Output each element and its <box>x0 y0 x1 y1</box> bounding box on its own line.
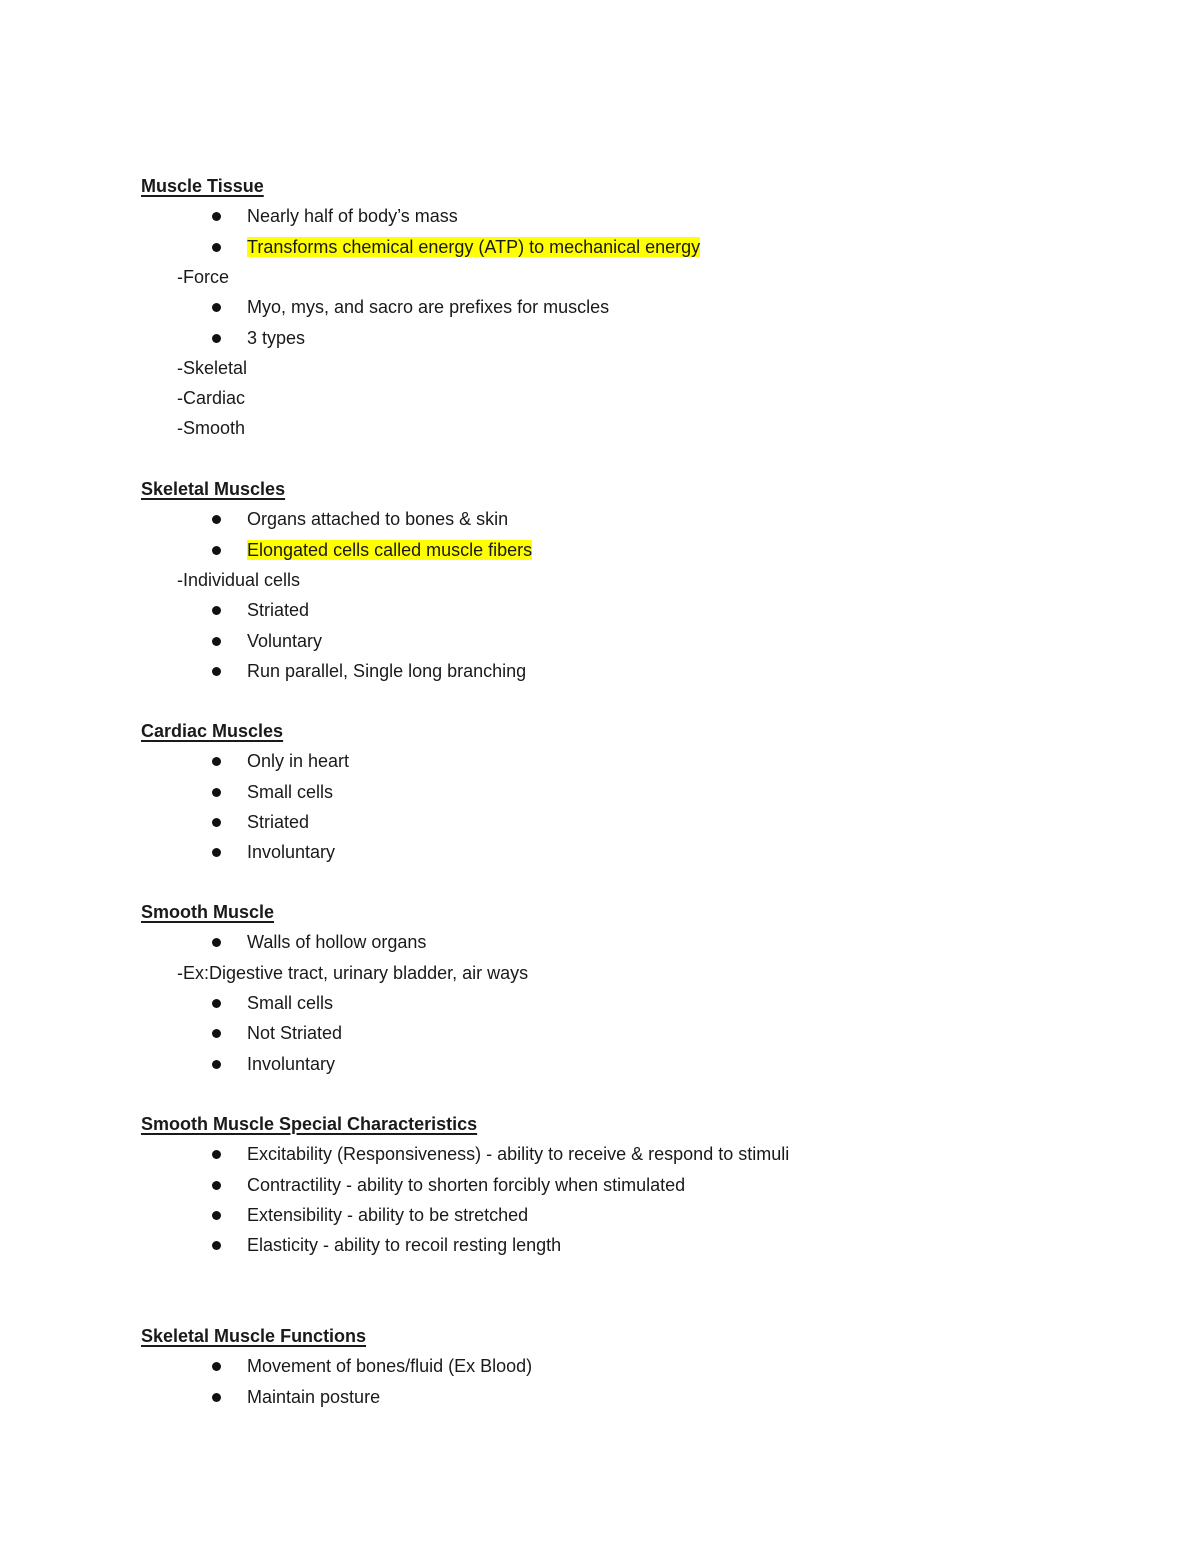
bullet-dot-icon <box>212 1029 221 1038</box>
bullet-item: Elasticity - ability to recoil resting length <box>247 1235 562 1256</box>
bullet-dot-icon <box>212 818 221 827</box>
bullet-item: Voluntary <box>247 630 323 651</box>
bullet-item: Movement of bones/fluid (Ex Blood) <box>247 1356 533 1377</box>
bullet-dot-icon <box>212 637 221 646</box>
section-heading: Skeletal Muscles <box>141 479 286 499</box>
bullet-dot-icon <box>212 1393 221 1402</box>
bullet-item: Walls of hollow organs <box>247 932 427 953</box>
section-heading: Skeletal Muscle Functions <box>141 1326 367 1346</box>
bullet-dot-icon <box>212 848 221 857</box>
bullet-item: Involuntary <box>247 1053 336 1074</box>
bullet-item: Not Striated <box>247 1023 343 1044</box>
bullet-dot-icon <box>212 243 221 252</box>
bullet-item: Myo, mys, and sacro are prefixes for muscles <box>247 297 610 318</box>
bullet-dot-icon <box>212 1150 221 1159</box>
bullet-item: Contractility - ability to shorten forcibly when stimulated <box>247 1174 686 1195</box>
section-heading: Muscle Tissue <box>141 176 264 196</box>
bullet-dot-icon <box>212 515 221 524</box>
bullet-dot-icon <box>212 999 221 1008</box>
sub-item: -Cardiac <box>177 388 246 409</box>
highlighted-text: Transforms chemical energy (ATP) to mechanical energy <box>247 236 701 257</box>
sub-item: -Skeletal <box>177 357 248 378</box>
bullet-dot-icon <box>212 788 221 797</box>
highlighted-text: Elongated cells called muscle fibers <box>247 539 533 560</box>
sub-item: -Force <box>177 266 230 287</box>
bullet-dot-icon <box>212 303 221 312</box>
bullet-dot-icon <box>212 757 221 766</box>
section-heading: Smooth Muscle Special Characteristics <box>141 1114 478 1134</box>
section-heading: Smooth Muscle <box>141 902 275 922</box>
bullet-dot-icon <box>212 334 221 343</box>
sub-item: -Ex:Digestive tract, urinary bladder, air ways <box>177 962 529 983</box>
bullet-dot-icon <box>212 1362 221 1371</box>
bullet-item: Extensibility - ability to be stretched <box>247 1204 529 1225</box>
section-heading: Cardiac Muscles <box>141 721 284 741</box>
bullet-item: Excitability (Responsiveness) - ability to receive & respond to stimuli <box>247 1144 790 1165</box>
bullet-item: Small cells <box>247 781 334 802</box>
bullet-item <box>247 235 700 259</box>
bullet-dot-icon <box>212 606 221 615</box>
sub-item: -Smooth <box>177 418 246 439</box>
bullet-item: Small cells <box>247 992 334 1013</box>
bullet-dot-icon <box>212 1181 221 1190</box>
bullet-item: Nearly half of body’s mass <box>247 206 458 227</box>
bullet-item: Maintain posture <box>247 1386 381 1407</box>
sub-item: -Individual cells <box>177 569 301 590</box>
bullet-dot-icon <box>212 667 221 676</box>
bullet-item: 3 types <box>247 327 306 348</box>
bullet-dot-icon <box>212 546 221 555</box>
bullet-item: Only in heart <box>247 751 350 772</box>
bullet-item: Striated <box>247 600 310 621</box>
bullet-dot-icon <box>212 1211 221 1220</box>
bullet-item: Involuntary <box>247 842 336 863</box>
bullet-item <box>247 538 532 562</box>
bullet-dot-icon <box>212 1060 221 1069</box>
bullet-dot-icon <box>212 212 221 221</box>
bullet-dot-icon <box>212 1241 221 1250</box>
bullet-item: Organs attached to bones & skin <box>247 509 509 530</box>
bullet-item: Run parallel, Single long branching <box>247 660 527 681</box>
bullet-item: Striated <box>247 811 310 832</box>
bullet-dot-icon <box>212 938 221 947</box>
